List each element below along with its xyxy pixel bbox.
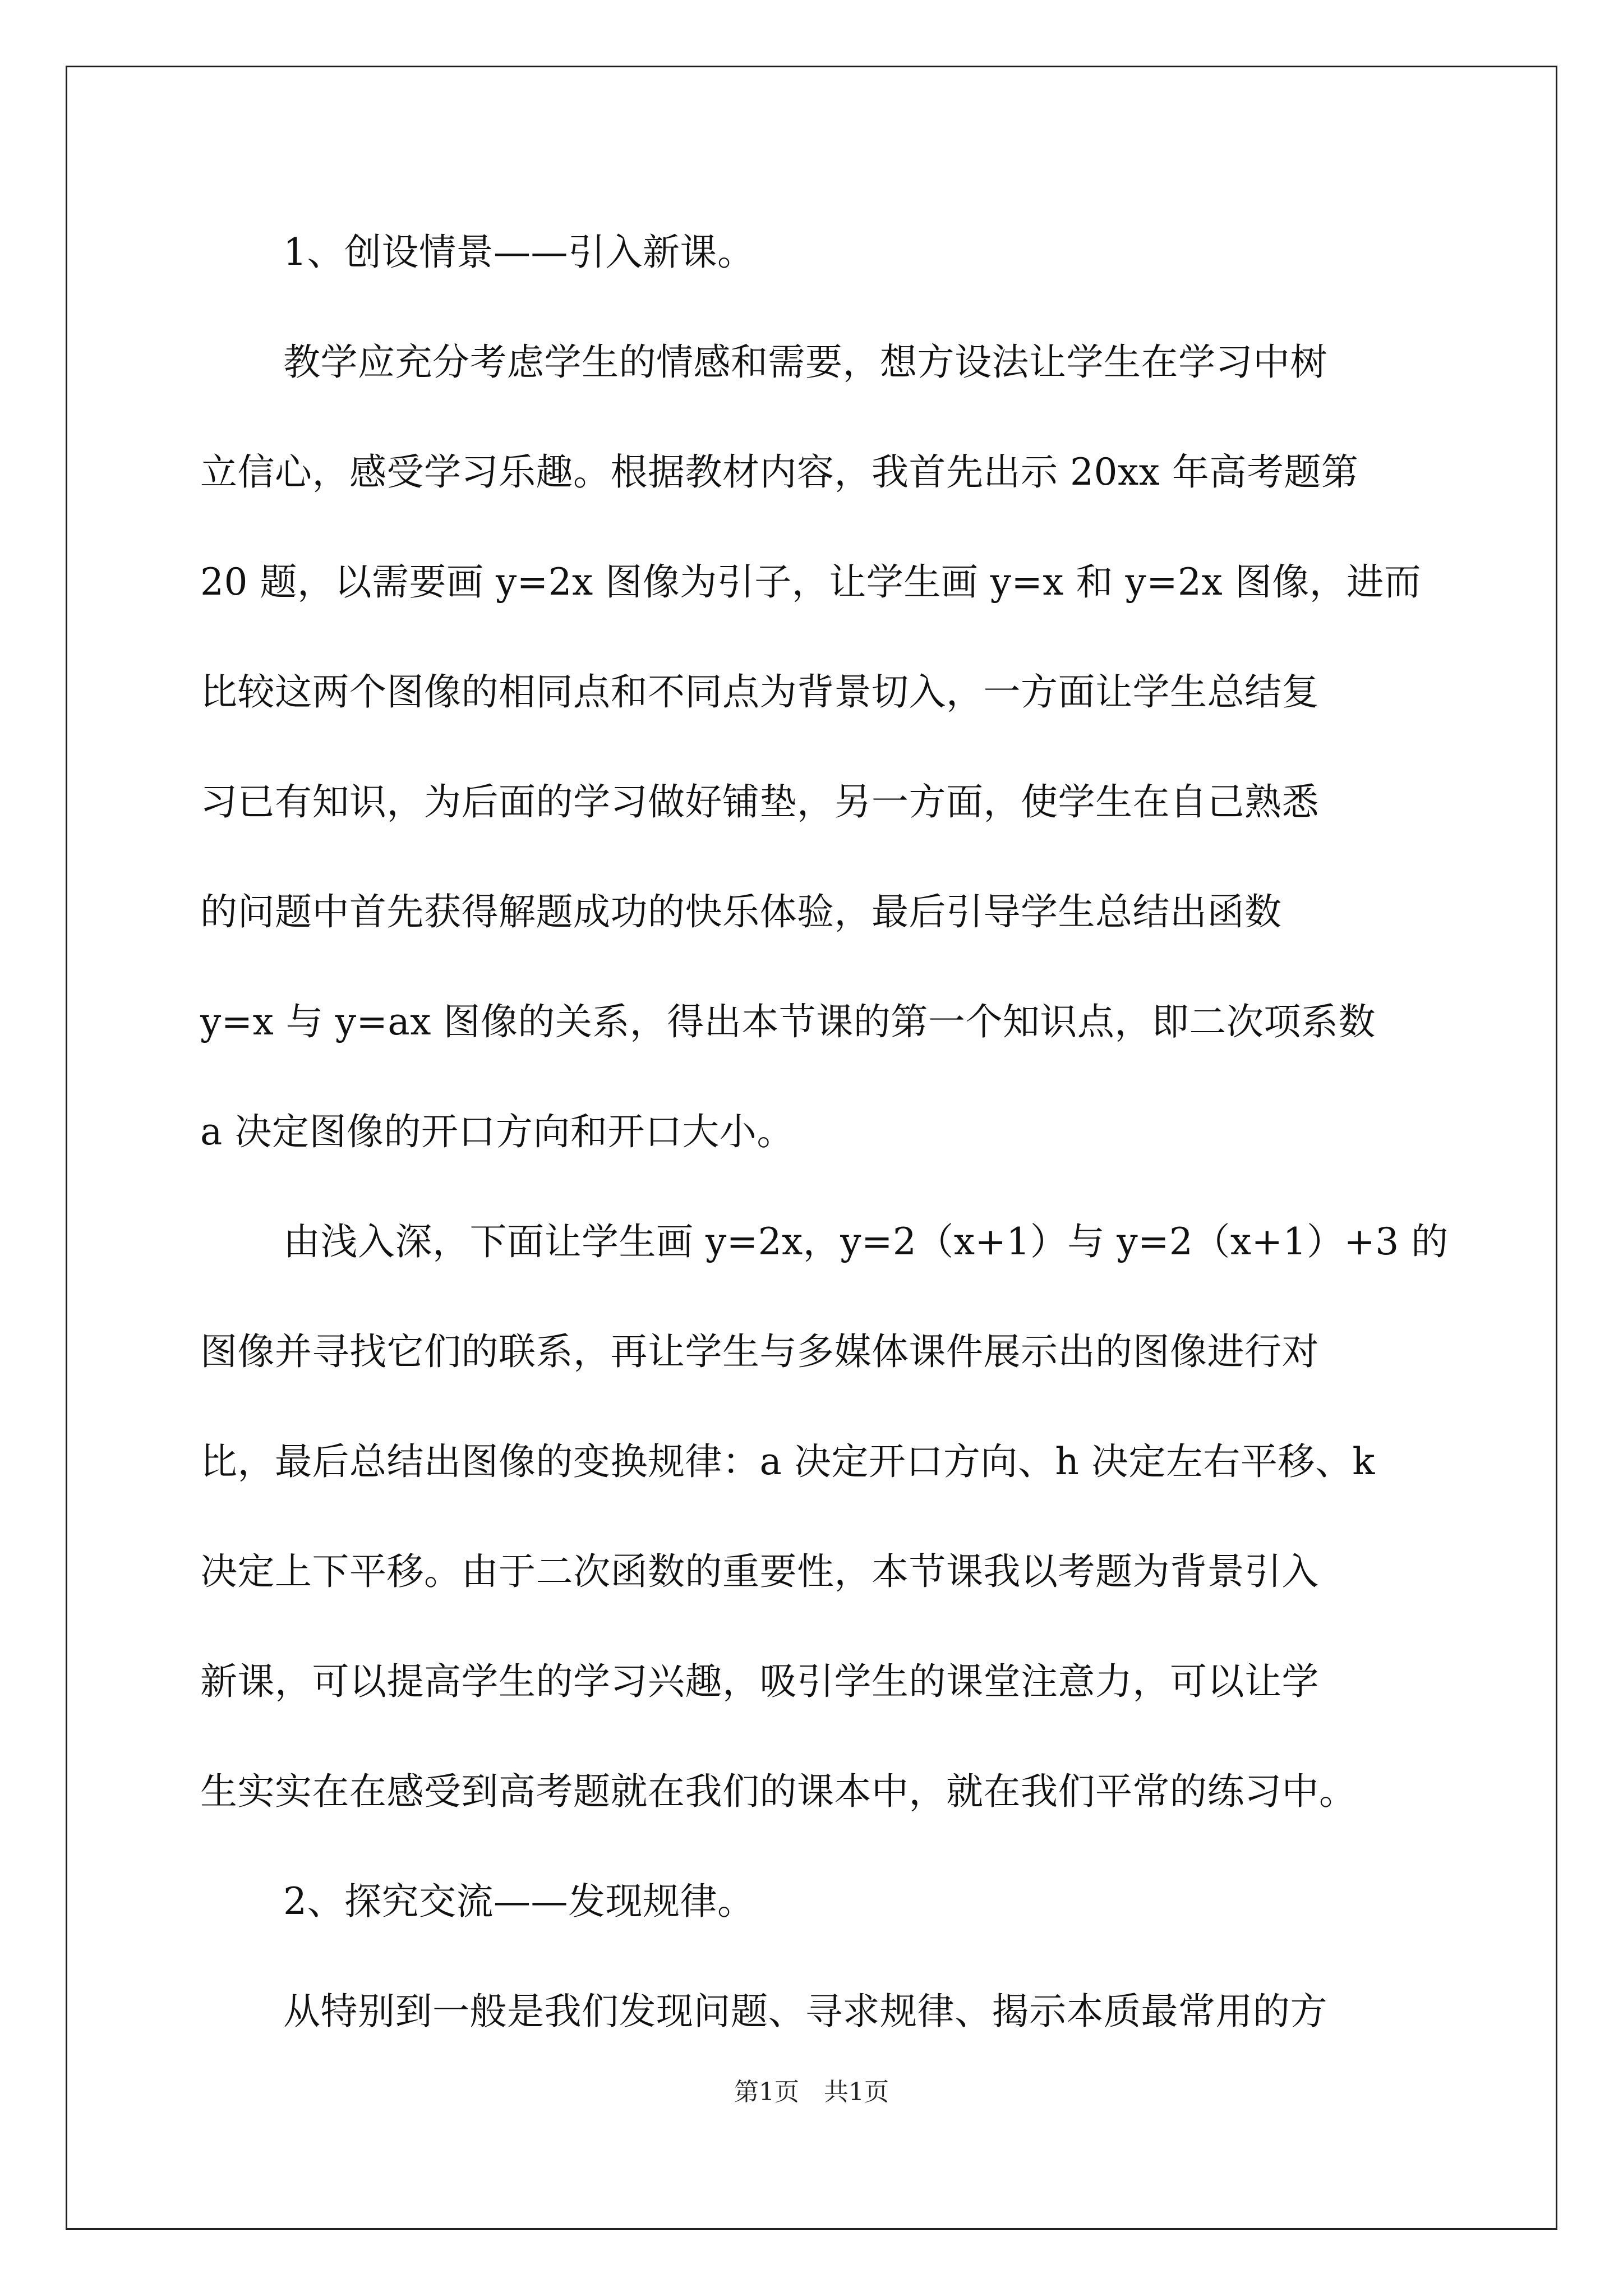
paragraph-line: 的问题中首先获得解题成功的快乐体验，最后引导学生总结出函数 — [200, 890, 1282, 933]
paragraph-line: 比，最后总结出图像的变换规律：a 决定开口方向、h 决定左右平移、k — [200, 1440, 1375, 1483]
paragraph-line: 新课，可以提高学生的学习兴趣，吸引学生的课堂注意力，可以让学 — [200, 1660, 1319, 1703]
page-footer: 第1页 共1页 — [734, 2078, 889, 2106]
document-body — [200, 197, 1484, 2067]
paragraph-line: 教学应充分考虑学生的情感和需要，想方设法让学生在学习中树 — [283, 341, 1327, 384]
paragraph-line: a 决定图像的开口方向和开口大小。 — [200, 1110, 794, 1153]
paragraph-line: 比较这两个图像的相同点和不同点为背景切入，一方面让学生总结复 — [200, 670, 1319, 714]
paragraph-line: y=x 与 y=ax 图像的关系，得出本节课的第一个知识点，即二次项系数 — [200, 1000, 1376, 1043]
section-heading-2: 2、探究交流——发现规律。 — [283, 1880, 755, 1923]
paragraph-line: 立信心，感受学习乐趣。根据教材内容，我首先出示 20xx 年高考题第 — [200, 450, 1359, 494]
paragraph-line: 20 题，以需要画 y=2x 图像为引子，让学生画 y=x 和 y=2x 图像，进而 — [200, 560, 1422, 604]
paragraph-line: 由浅入深，下面让学生画 y=2x，y=2（x+1）与 y=2（x+1）+3 的 — [283, 1220, 1449, 1263]
section-heading-1: 1、创设情景——引入新课。 — [283, 231, 755, 274]
paragraph-line: 图像并寻找它们的联系，再让学生与多媒体课件展示出的图像进行对 — [200, 1330, 1319, 1373]
paragraph-line: 决定上下平移。由于二次函数的重要性，本节课我以考题为背景引入 — [200, 1550, 1319, 1593]
paragraph-line: 习已有知识，为后面的学习做好铺垫，另一方面，使学生在自己熟悉 — [200, 780, 1319, 823]
paragraph-line: 生实实在在感受到高考题就在我们的课本中，就在我们平常的练习中。 — [200, 1770, 1357, 1813]
paragraph-line: 从特别到一般是我们发现问题、寻求规律、揭示本质最常用的方 — [283, 1990, 1327, 2033]
